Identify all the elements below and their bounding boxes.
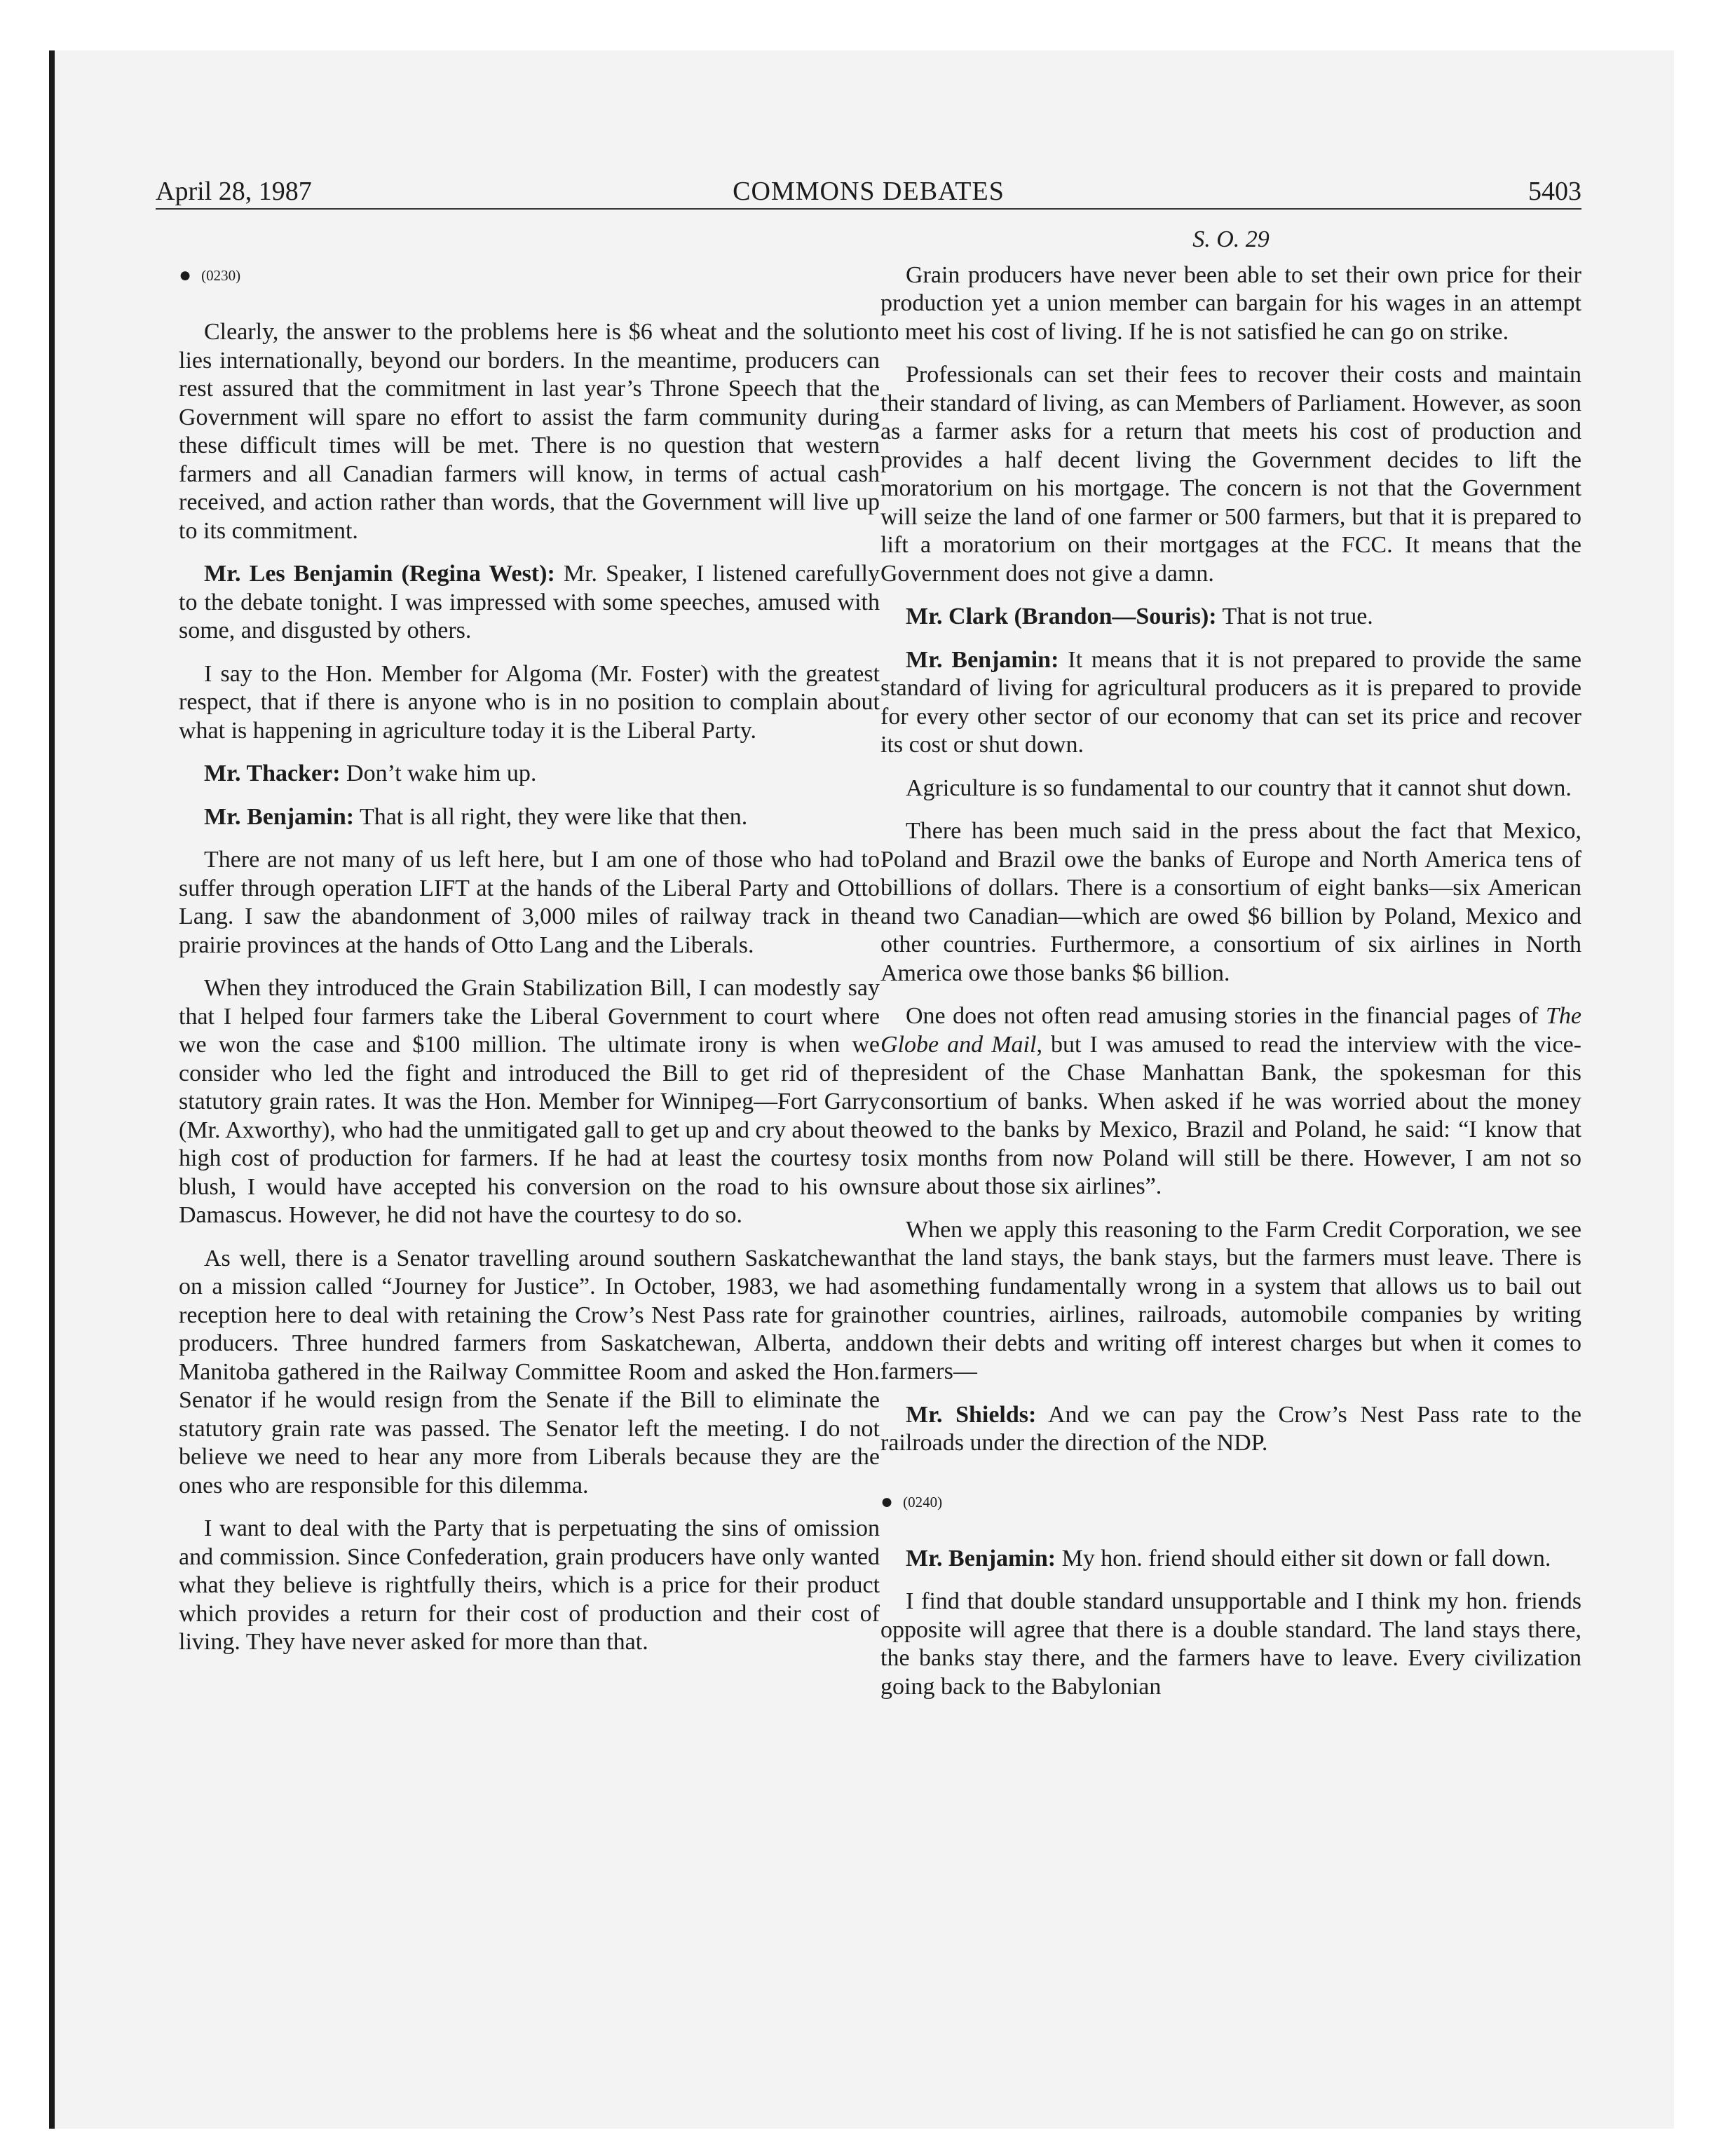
running-head: S. O. 29 (1192, 226, 1270, 252)
speech-paragraph (880, 646, 1581, 760)
paragraph-text: , but I was amused to read the interview with the vice-president of the Chase Manhattan Bank, the spokesman for this consortium of banks. When asked if he was worried about the money owed to the banks by Mexico, Brazil and Poland, he said: “I know that six months from now Poland will still be there. However, I am not so sure about those six airlines”. (880, 1031, 1582, 1199)
speech-text: That is all right, they were like that then. (354, 803, 748, 830)
speaker-name: Mr. Benjamin: (906, 646, 1059, 673)
paragraph: There are not many of us left here, but I am one of those who had to suffer through operation LIFT at the hands of the Liberal Party and Otto Lang. I saw the abandonment of 3,000 miles of railway track in the prairie provinces at the hands of Otto Lang and the Liberals. (179, 847, 880, 958)
bullet-icon: ● (880, 1489, 894, 1513)
paragraph: As well, there is a Senator travelling around southern Saskatchewan on a mission called “Journey for Justice”. In October, 1983, we had a reception here to deal with retaining the Crow’s Nest Pass rate for grain producers. Three hundred farmers from Saskatchewan, Alberta, and Manitoba gathered in the Railway Committee Room and asked the Hon. Senator if he would resign from the Senate if the Bill to eliminate the statutory grain rate was passed. The Senator left the meeting. I do not believe we need to hear any more from Liberals because they are the ones who are responsible for this dilemma. (179, 1245, 880, 1499)
bullet-icon: ● (179, 264, 192, 287)
speaker-name: Mr. Clark (Brandon—Souris): (906, 603, 1217, 629)
time-marker-text: (0230) (201, 267, 241, 284)
time-marker (179, 265, 880, 286)
page-header (156, 175, 1581, 207)
speech-text: That is not true. (1216, 603, 1373, 629)
paragraph: Agriculture is so fundamental to our country that it cannot shut down. (906, 775, 1572, 801)
publication-title: The Globe and Mail (880, 1003, 1581, 1058)
time-marker-text: (0240) (903, 1493, 943, 1510)
speech-text: It means that it is not prepared to provide the same standard of living for agricultural producers as it is prepared to provide for every other sector of our economy that can set its price and recover its cost or shut down. (880, 646, 1582, 758)
paragraph-text: One does not often read amusing stories in the financial pages of (906, 1003, 1546, 1029)
speech-text: Mr. Speaker, I listened carefully to the debate tonight. I was impressed with some speeches, amused with some, and disgusted by others. (179, 561, 880, 643)
paragraph: I find that double standard unsupportable and I think my hon. friends opposite will agree that there is a double standard. The land stays there, the banks stay there, and the farmers have to leave. Every civilization going back to the Babylonian (880, 1588, 1581, 1700)
speaker-name: Mr. Shields: (906, 1401, 1037, 1428)
header-title: COMMONS DEBATES (733, 177, 1005, 206)
speaker-name: Mr. Les Benjamin (Regina West): (204, 561, 555, 587)
paragraph: Clearly, the answer to the problems here is $6 wheat and the solution lies internationally, beyond our borders. In the meantime, producers can rest assured that the commitment in last year’s Throne Speech that the Government will spare no effort to assist the farm community during these difficult times will be met. There is no question that western farmers and all Canadian farmers will know, in terms of actual cash received, and action rather than words, that the Government will live up to its commitment. (179, 319, 880, 544)
speech-paragraph (880, 603, 1581, 632)
speaker-name: Mr. Benjamin: (204, 803, 355, 830)
paragraph: There has been much said in the press about the fact that Mexico, Poland and Brazil owe the banks of Europe and North America tens of billions of dollars. There is a consortium of eight banks—six American and two Canadian—which are owed $6 billion by Poland, Mexico and other countries. Furthermore, a consortium of six airlines in North America owe those banks $6 billion. (880, 818, 1581, 986)
paragraph: When they introduced the Grain Stabilization Bill, I can modestly say that I helped four farmers take the Liberal Government to court where we won the case and $100 million. The ultimate irony is when we consider who led the fight and introduced the Bill to get rid of the statutory grain rates. It was the Hon. Member for Winnipeg—Fort Garry (Mr. Axworthy), who had the unmitigated gall to get up and cry about the high cost of production for farmers. If he had at least the courtesy to blush, I would have accepted his conversion on the road to his own Damascus. However, he did not have the courtesy to do so. (179, 975, 880, 1228)
left-column (179, 223, 880, 1672)
paragraph: Professionals can set their fees to recover their costs and maintain their standard of living, as can Members of Parliament. However, as soon as a farmer asks for a return that meets his cost of production and provides a half decent living the Government decides to lift the moratorium on his mortgage. The concern is not that the Government will seize the land of one farmer or 500 farmers, but that it is prepared to lift a moratorium on their mortgages at the FCC. It means that the Government does not give a damn. (880, 362, 1581, 587)
speech-text: My hon. friend should either sit down or fall down. (1056, 1545, 1551, 1571)
binding-edge (49, 50, 55, 2129)
paragraph: I want to deal with the Party that is perpetuating the sins of omission and commission. Since Confederation, grain producers have only wanted what they believe is rightfully theirs, which is a price for their product which provides a return for their cost of production and their cost of living. They have never asked for more than that. (179, 1515, 880, 1655)
speaker-name: Mr. Benjamin: (906, 1545, 1056, 1571)
header-date: April 28, 1987 (156, 177, 312, 206)
header-page-number: 5403 (1528, 177, 1581, 206)
header-rule (156, 208, 1581, 210)
paragraph: When we apply this reasoning to the Farm Credit Corporation, we see that the land stays, the bank stays, but the farmers must leave. There is something fundamentally wrong in a system that allows us to bail out other countries, airlines, railroads, automobile companies by writing down their debts and writing off interest charges but when it comes to farmers— (880, 1216, 1581, 1384)
speech-text: Don’t wake him up. (340, 760, 537, 786)
time-marker (880, 1489, 1581, 1513)
speech-paragraph (179, 760, 880, 789)
speech-paragraph (880, 1401, 1581, 1458)
right-column (880, 223, 1581, 1716)
speech-paragraph (179, 560, 880, 646)
speech-paragraph (179, 803, 880, 832)
speech-paragraph (880, 1545, 1581, 1574)
speech-text: And we can pay the Crow’s Nest Pass rate to the railroads under the direction of the NDP. (880, 1401, 1581, 1456)
paragraph (880, 1002, 1581, 1201)
paragraph: I say to the Hon. Member for Algoma (Mr. Foster) with the greatest respect, that if there is anyone who is in no position to complain about what is happening in agriculture today it is the Liberal Party. (179, 660, 880, 744)
paragraph: Grain producers have never been able to set their own price for their production yet a union member can bargain for his wages in an attempt to meet his cost of living. If he is not satisfied he can go on strike. (880, 261, 1581, 345)
speaker-name: Mr. Thacker: (204, 760, 341, 786)
